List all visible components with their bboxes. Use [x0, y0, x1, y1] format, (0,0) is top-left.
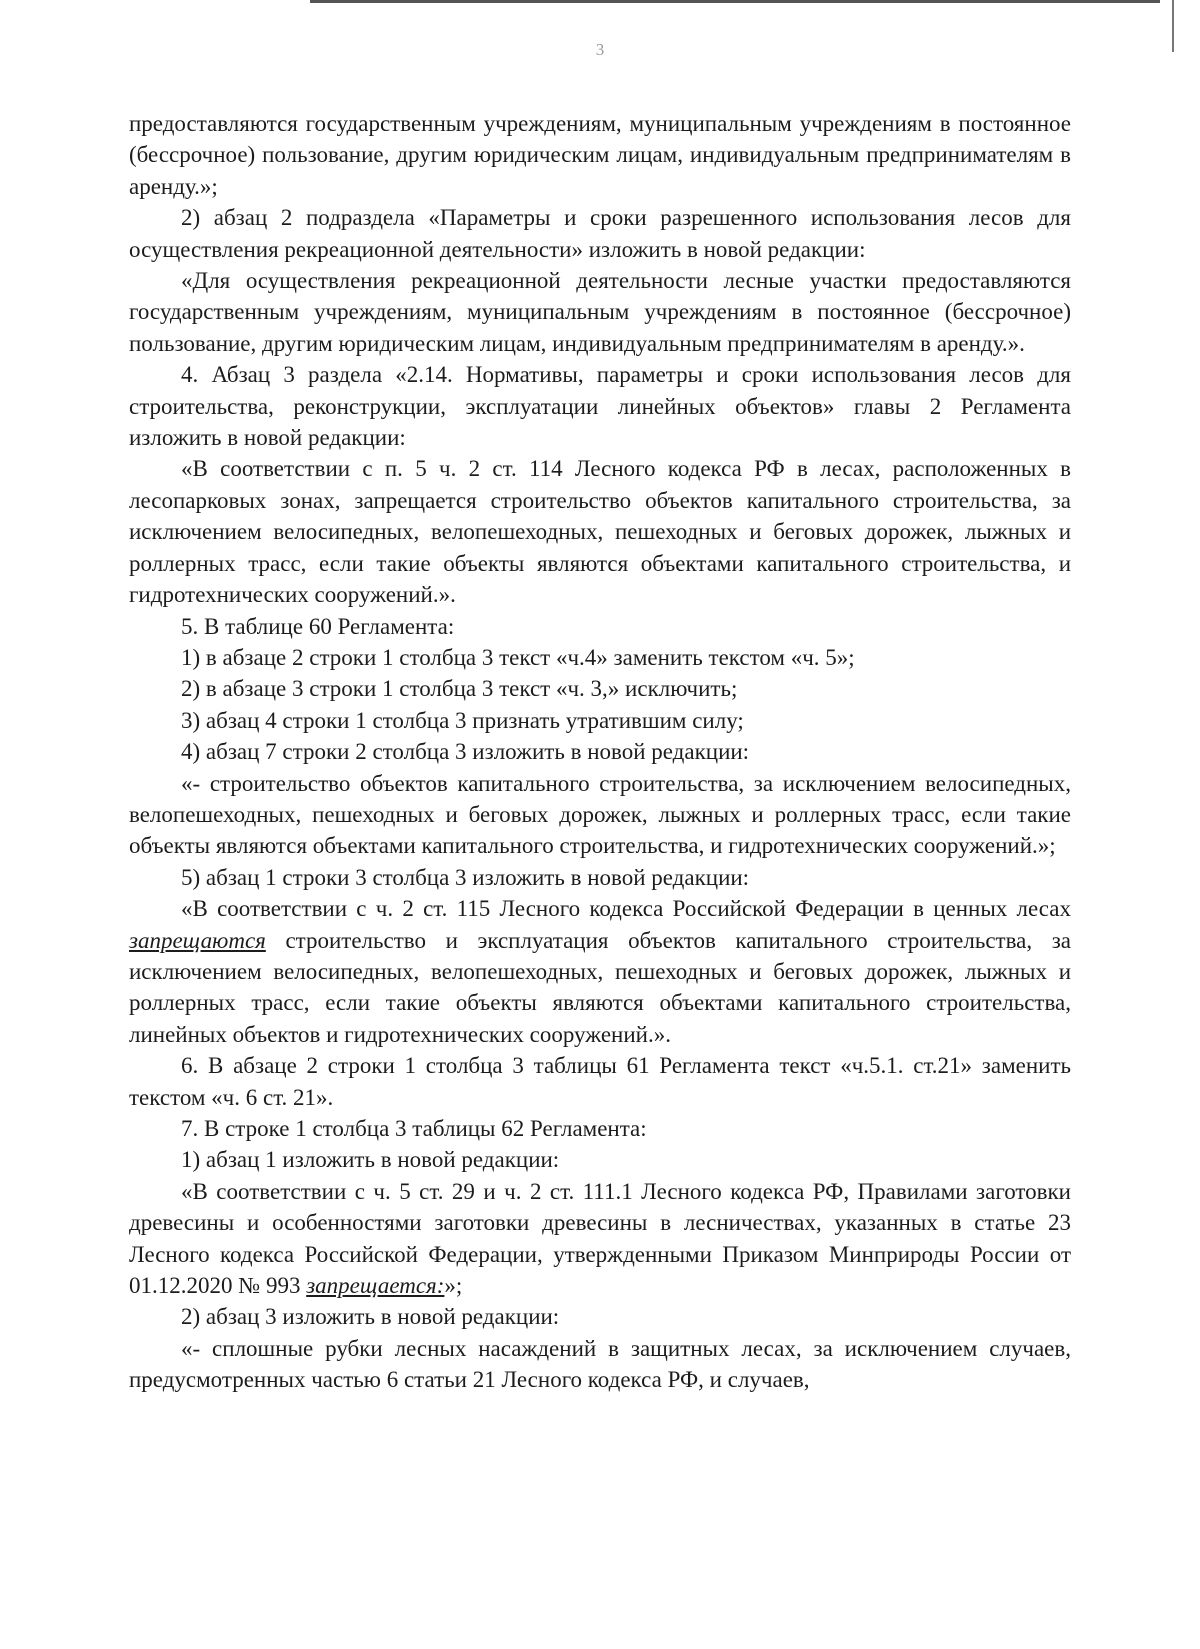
paragraph-logging-rules [129, 1176, 1071, 1302]
paragraph-text: »; [444, 1273, 463, 1299]
paragraph-valuable-forests [129, 893, 1071, 1050]
paragraph: 4. Абзац 3 раздела «2.14. Нормативы, параметры и сроки использования лесов для строительства, реконструкции, эксплуатации линейных объектов» главы 2 Регламента изложить в новой редакции: [129, 362, 1071, 451]
paragraph: «Для осуществления рекреационной деятельности лесные участки предоставляются государственным учреждениям, муниципальным учреждениям в постоянное (бессрочное) пользование, другим юридическим лицам, индивидуальным предпринимателям в аренду.». [129, 268, 1071, 356]
emphasized-term: запрещается: [306, 1273, 445, 1299]
paragraph: предоставляются государственным учреждениям, муниципальным учреждениям в постоянное (бессрочное) пользование, другим юридическим лицам, индивидуальным предпринимателям в аренду.»; [129, 111, 1071, 199]
paragraph: «- сплошные рубки лесных насаждений в защитных лесах, за исключением случаев, предусмотренных частью 6 статьи 21 Лесного кодекса РФ, и случаев, [129, 1335, 1071, 1393]
scan-edge-top [310, 0, 1160, 3]
paragraph: 5. В таблице 60 Регламента: [181, 613, 455, 639]
paragraph: 1) абзац 1 изложить в новой редакции: [181, 1147, 560, 1173]
paragraph: 6. В абзаце 2 строки 1 столбца 3 таблицы 61 Регламента текст «ч.5.1. ст.21» заменить текстом «ч. 6 ст. 21». [129, 1053, 1071, 1110]
paragraph: 5) абзац 1 строки 3 столбца 3 изложить в новой редакции: [181, 864, 750, 890]
paragraph: 2) абзац 3 изложить в новой редакции: [181, 1304, 560, 1330]
paragraph-text: «В соответствии с ч. 2 ст. 115 Лесного кодекса Российской Федерации в ценных лесах [181, 896, 1071, 922]
paragraph: 7. В строке 1 столбца 3 таблицы 62 Регламента: [181, 1116, 647, 1141]
paragraph: 2) в абзаце 3 строки 1 столбца 3 текст «ч. 3,» исключить; [181, 676, 738, 702]
emphasized-term: запрещаются [129, 927, 266, 953]
paragraph: 4) абзац 7 строки 2 столбца 3 изложить в новой редакции: [181, 739, 750, 765]
paragraph: 3) абзац 4 строки 1 столбца 3 признать утратившим силу; [181, 707, 744, 733]
paragraph: «В соответствии с п. 5 ч. 2 ст. 114 Лесного кодекса РФ в лесах, расположенных в лесопарковых зонах, запрещается строительство объектов капитального строительства, за исключением велосипедных, велопешеходных, пешеходных и беговых дорожек, лыжных и роллерных трасс, если такие объекты являются объектами капитального строительства, и гидротехнических сооружений.». [129, 456, 1071, 608]
paragraph-text: «В соответствии с ч. 5 ст. 29 и ч. 2 ст. 111.1 Лесного кодекса РФ, Правилами заготовки древесины и особенностями заготовки древесины в лесничествах, указанных в статье 23 Лесного кодекса Российской Федерации, утвержденными Приказом Минприроды России от 01.12.2020 № 993 [129, 1178, 1071, 1299]
paragraph-text: строительство и эксплуатация объектов капитального строительства, за исключением велосипедных, велопешеходных, пешеходных и беговых дорожек, лыжных и роллерных трасс, если такие объекты являются объектами капитального строительства, линейных объектов и гидротехнических сооружений.». [129, 927, 1071, 1047]
paragraph: 2) абзац 2 подраздела «Параметры и сроки разрешенного использования лесов для осуществления рекреационной деятельности» изложить в новой редакции: [129, 205, 1071, 262]
document-body [129, 108, 1071, 1396]
paragraph: 1) в абзаце 2 строки 1 столбца 3 текст «ч.4» заменить текстом «ч. 5»; [181, 644, 855, 670]
paragraph: «- строительство объектов капитального строительства, за исключением велосипедных, велопешеходных, пешеходных и беговых дорожек, лыжных и роллерных трасс, если такие объекты являются объектами капитального строительства, и гидротехнических сооружений.»; [129, 770, 1071, 859]
page-number: 3 [595, 40, 605, 59]
